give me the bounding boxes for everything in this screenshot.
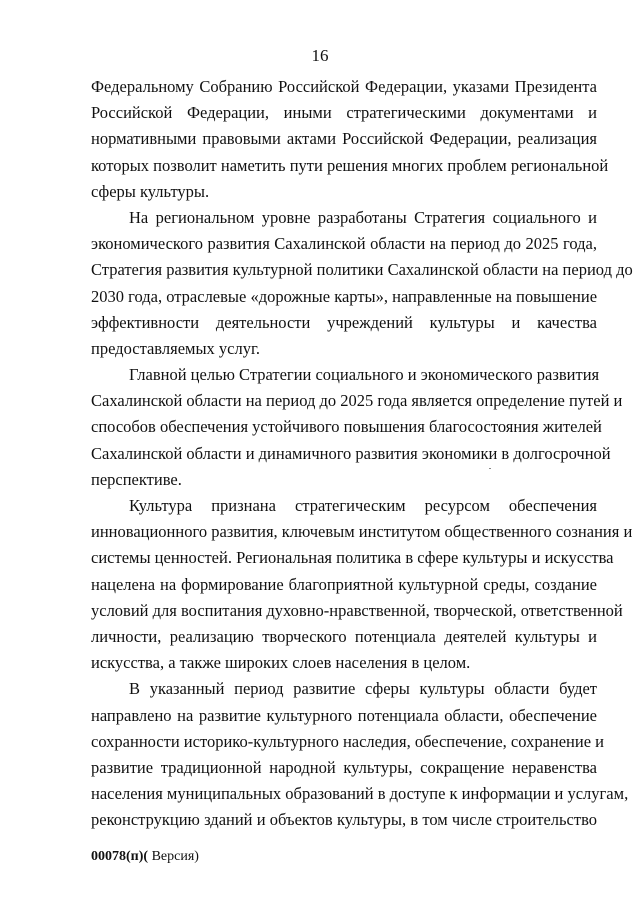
paragraph-3 xyxy=(91,362,623,493)
paragraph-4 xyxy=(91,493,633,676)
text-line: Сахалинской области на период до 2025 года является определение путей и xyxy=(91,391,623,411)
text-line: Российской Федерации, иными стратегическими документами и xyxy=(91,103,597,123)
text-line: реконструкцию зданий и объектов культуры, в том числе строительство xyxy=(91,810,597,830)
text-line: инновационного развития, ключевым институтом общественного сознания и xyxy=(91,522,633,542)
document-code-number: 00078(п)( xyxy=(91,849,149,864)
document-body xyxy=(91,74,633,833)
document-code xyxy=(91,848,199,866)
text-line: направлено на развитие культурного потенциала области, обеспечение xyxy=(91,705,597,725)
text-line: перспективе. xyxy=(91,469,182,489)
text-line: 2030 года, отраслевые «дорожные карты», направленные на повышение xyxy=(91,286,598,306)
paragraph-1 xyxy=(91,74,609,205)
text-line: искусства, а также широких слоев населения в целом. xyxy=(91,653,471,673)
text-line: В указанный период развитие сферы культуры области будет xyxy=(129,679,597,699)
text-line: Стратегия развития культурной политики Сахалинской области на период до xyxy=(91,260,633,280)
text-line: развитие традиционной народной культуры, сокращение неравенства xyxy=(91,757,597,777)
text-line: которых позволит наметить пути решения многих проблем региональной xyxy=(91,155,609,175)
text-line: Сахалинской области и динамичного развития экономики в долгосрочной xyxy=(91,443,611,463)
text-line: экономического развития Сахалинской области на период до 2025 года, xyxy=(91,234,597,254)
page-number: 16 xyxy=(311,46,329,65)
paragraph-5 xyxy=(91,676,629,833)
text-line: системы ценностей. Региональная политика в сфере культуры и искусства xyxy=(91,548,614,568)
text-line: нормативными правовыми актами Российской Федерации, реализация xyxy=(91,129,597,149)
text-line: Главной целью Стратегии социального и экономического развития xyxy=(129,365,600,385)
scan-speck xyxy=(489,468,491,469)
text-line: способов обеспечения устойчивого повышения благосостояния жителей xyxy=(91,417,602,437)
text-line: эффективности деятельности учреждений культуры и качества xyxy=(91,312,597,332)
text-line: нацелена на формирование благоприятной культурной среды, создание xyxy=(91,574,597,594)
text-line: сохранности историко-культурного наследия, обеспечение, сохранение и xyxy=(91,731,604,751)
text-line: населения муниципальных образований в доступе к информации и услугам, xyxy=(91,784,629,804)
text-line: условий для воспитания духовно-нравственной, творческой, ответственной xyxy=(91,600,623,620)
text-line: сферы культуры. xyxy=(91,181,210,201)
text-line: На региональном уровне разработаны Стратегия социального и xyxy=(129,207,597,227)
paragraph-2 xyxy=(91,205,633,362)
document-version: Версия) xyxy=(148,849,199,864)
text-line: личности, реализацию творческого потенциала деятелей культуры и xyxy=(91,626,597,646)
text-line: Культура признана стратегическим ресурсом обеспечения xyxy=(129,496,597,515)
text-line: предоставляемых услуг. xyxy=(91,338,261,358)
text-line: Федеральному Собранию Российской Федерации, указами Президента xyxy=(91,77,597,96)
